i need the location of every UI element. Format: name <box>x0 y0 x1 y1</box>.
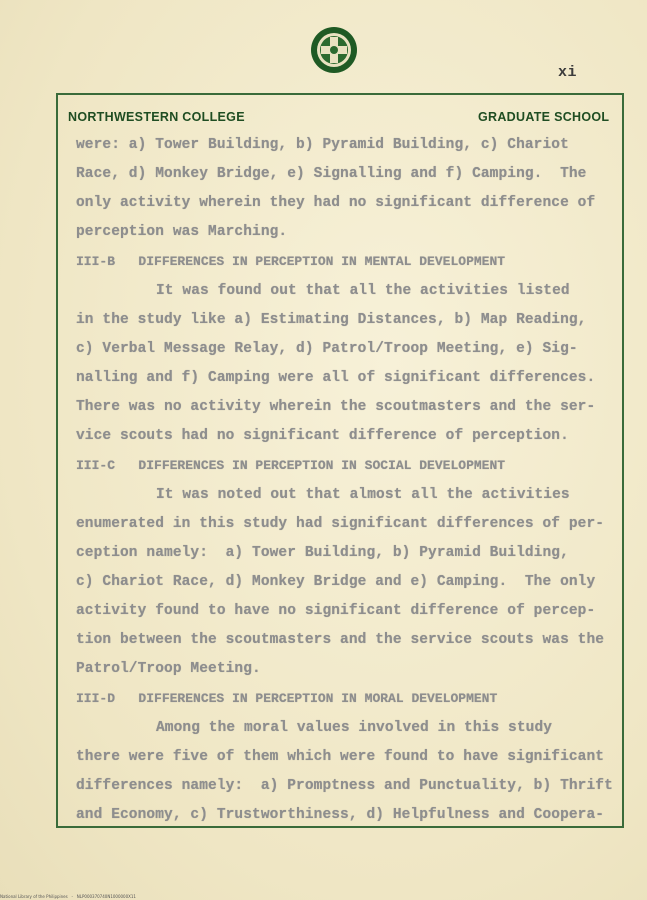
body-line: ception namely: a) Tower Building, b) Pyramid Building, <box>76 545 569 561</box>
section-heading: III-B DIFFERENCES IN PERCEPTION IN MENTAL DEVELOPMENT <box>76 254 506 269</box>
body-line: were: a) Tower Building, b) Pyramid Building, c) Chariot <box>76 137 569 153</box>
body-line: activity found to have no significant difference of percep- <box>76 603 596 619</box>
section-heading: III-D DIFFERENCES IN PERCEPTION IN MORAL DEVELOPMENT <box>76 691 498 706</box>
body-line: There was no activity wherein the scoutmasters and the ser- <box>76 399 596 415</box>
school-name-header: GRADUATE SCHOOL <box>478 110 610 124</box>
section-heading: III-C DIFFERENCES IN PERCEPTION IN SOCIAL DEVELOPMENT <box>76 458 506 473</box>
body-line: nalling and f) Camping were all of significant differences. <box>76 370 596 386</box>
college-seal-logo <box>310 26 358 74</box>
body-line: Race, d) Monkey Bridge, e) Signalling and f) Camping. The <box>76 166 587 182</box>
body-line: Among the moral values involved in this study <box>156 720 553 736</box>
body-line: vice scouts had no significant difference of perception. <box>76 428 569 444</box>
page-number: xi <box>558 64 578 81</box>
body-line: perception was Marching. <box>76 224 288 240</box>
body-line: in the study like a) Estimating Distances, b) Map Reading, <box>76 312 587 328</box>
body-line: c) Chariot Race, d) Monkey Bridge and e) Camping. The only <box>76 574 596 590</box>
body-line: and Economy, c) Trustworthiness, d) Helpfulness and Coopera- <box>76 807 605 823</box>
body-line: differences namely: a) Promptness and Punctuality, b) Thrift <box>76 778 613 794</box>
college-name-header: NORTHWESTERN COLLEGE <box>68 110 245 124</box>
library-footer: National Library of the Philippines - NLP000370740N1000000X11 <box>0 894 136 899</box>
body-line: c) Verbal Message Relay, d) Patrol/Troop Meeting, e) Sig- <box>76 341 578 357</box>
body-line: It was found out that all the activities listed <box>156 283 570 299</box>
body-line: Patrol/Troop Meeting. <box>76 661 261 677</box>
body-line: only activity wherein they had no significant difference of <box>76 195 596 211</box>
body-line: tion between the scoutmasters and the service scouts was the <box>76 632 605 648</box>
body-line: It was noted out that almost all the activities <box>156 487 570 503</box>
body-line: enumerated in this study had significant differences of per- <box>76 516 605 532</box>
body-line: there were five of them which were found to have significant <box>76 749 605 765</box>
